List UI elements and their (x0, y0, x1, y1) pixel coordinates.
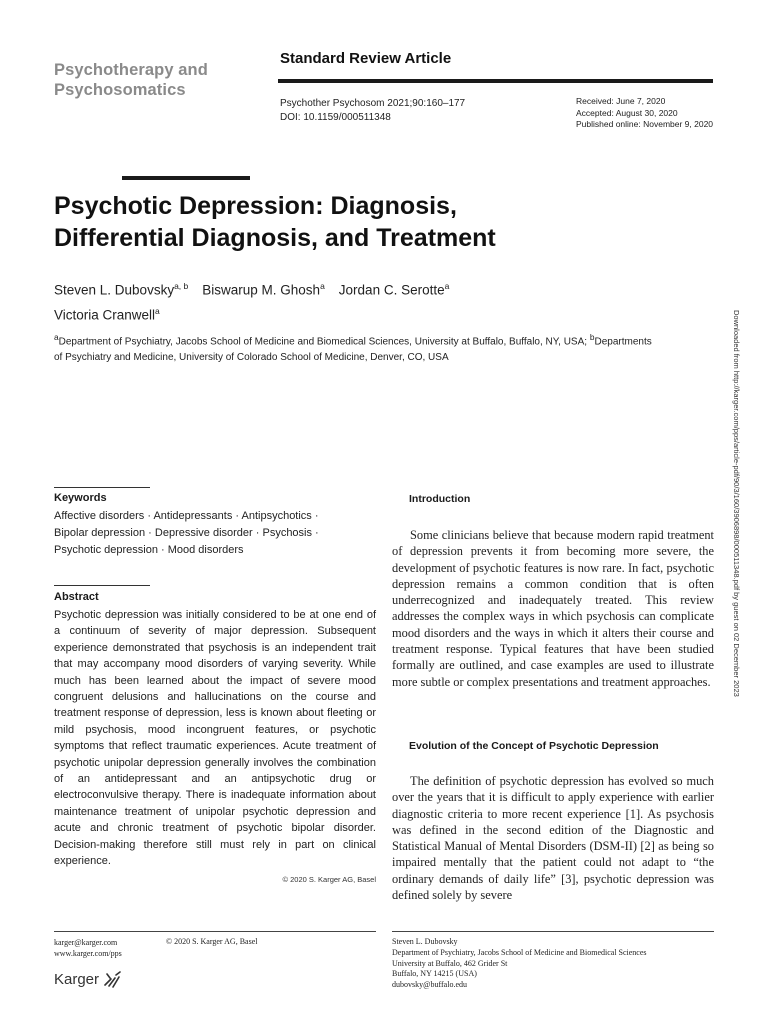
affil-mark-b: b (589, 332, 595, 342)
history-dates (576, 96, 713, 131)
journal-name (54, 60, 208, 100)
abstract-copyright: © 2020 S. Karger AG, Basel (282, 875, 376, 884)
author-name: Biswarup M. Ghosh (202, 282, 321, 298)
corr-dept: Department of Psychiatry, Jacobs School of Medicine and Biomedical Sciences (392, 947, 647, 957)
title-rule (122, 176, 250, 180)
evolution-heading: Evolution of the Concept of Psychotic Depression (409, 740, 659, 752)
introduction-text: Some clinicians believe that because modern rapid treatment of depression prevents it from becoming more severe, the development of psychotic features is now rare. In fact, psychotic depression remains a common condition that is often underrecognized and inadequately treated. This review addresses the complex ways in which psychosis can complicate mood disorders and the ways in which it alters their course and treatment response. Typical features that have been studied formally are outlined, and case examples are used to illustrate more subtle or complex presentations and treatment approaches. (392, 528, 714, 689)
affiliation-a: Department of Psychiatry, Jacobs School of Medicine and Biomedical Sciences, University at Buffalo, Buffalo, NY, USA; (58, 336, 588, 348)
publisher-logo (54, 970, 122, 988)
introduction-heading: Introduction (409, 493, 471, 505)
author-name: Jordan C. Serotte (338, 282, 445, 298)
affiliations (54, 330, 654, 365)
footer-rule-left (54, 931, 376, 932)
received-date: Received: June 7, 2020 (576, 96, 666, 106)
evolution-text: The definition of psychotic depression has evolved so much over the years that it is difficult to apply experience with earlier diagnostic criteria to more recent experience [1]. As psychosis was defined in the second edition of the Diagnostic and Statistical Manual of Mental Disorders (DSM-II) [2] as being so impaired mentally that the patient could not adapt to “the ordinary demands of daily life” [3], psychotic depression was defined solely by severe (392, 774, 714, 903)
footer-copyright: © 2020 S. Karger AG, Basel (166, 937, 258, 946)
article-type: Standard Review Article (280, 50, 452, 67)
publisher-contact (54, 937, 122, 959)
karger-logo-icon (102, 970, 122, 988)
author-list (54, 276, 714, 325)
article-title-line2: Differential Diagnosis, and Treatment (54, 224, 496, 252)
journal-name-line1: Psychotherapy and (54, 61, 208, 79)
author-affil-mark: a, b (174, 281, 189, 291)
citation-line1: Psychother Psychosom 2021;90:160–177 (280, 98, 466, 109)
abstract-rule (54, 585, 150, 586)
author-name: Steven L. Dubovsky (54, 282, 175, 298)
affiliation-b: Departments of Psychiatry and Medicine, University of Colorado School of Medicine, Denver, CO, USA (54, 336, 652, 363)
corr-name: Steven L. Dubovsky (392, 937, 458, 946)
keywords-text: Affective disorders · Antidepressants · Antipsychotics · Bipolar depression · Depressive disorder · Psychosis · Psychotic depression · Mood disorders (54, 510, 319, 556)
keywords-rule (54, 487, 150, 488)
corr-addr2: Buffalo, NY 14215 (USA) (392, 969, 477, 979)
download-note-text: Downloaded from http://karger.com/pps/article-pdf/90/3/160/3906898/000511348.pdf by guest on 02 December 2023 (732, 310, 741, 697)
journal-name-line2: Psychosomatics (54, 81, 186, 99)
citation (280, 97, 465, 125)
keywords-heading: Keywords (54, 492, 107, 504)
article-title-line1: Psychotic Depression: Diagnosis, (54, 192, 457, 220)
download-note (730, 310, 744, 750)
article-title (54, 190, 714, 254)
publisher-website[interactable]: www.karger.com/pps (54, 949, 122, 958)
citation-doi[interactable]: DOI: 10.1159/000511348 (280, 112, 391, 123)
abstract-heading: Abstract (54, 591, 99, 603)
author-name: Victoria Cranwell (54, 307, 156, 322)
accepted-date: Accepted: August 30, 2020 (576, 107, 678, 118)
affil-mark-a: a (54, 332, 59, 342)
author-affil-mark: a (155, 305, 160, 316)
correspondence-address (392, 937, 714, 991)
publisher-email[interactable]: karger@karger.com (54, 938, 118, 947)
corr-email[interactable]: dubovsky@buffalo.edu (392, 980, 467, 990)
header-rule (278, 79, 713, 83)
footer-rule-right (392, 931, 714, 932)
author-affil-mark: a (444, 281, 450, 291)
corr-addr1: University at Buffalo, 462 Grider St (392, 958, 508, 968)
published-date: Published online: November 9, 2020 (576, 119, 714, 129)
author-affil-mark: a (320, 281, 325, 291)
publisher-brand: Karger (54, 970, 100, 988)
abstract-text: Psychotic depression was initially considered to be at one end of a continuum of severity of major depression. Subsequent experience demonstrated that psychosis is an independent trait that may accompany mood disorders of varying severity. While much has been learned about the impact of severe mood congruent delusions and hallucinations on the course and treatment response of depression, less is known about fleeting or mild psychosis, mood incongruent features, or psychotic symptoms that reflect traumatic experiences. Acute treatment of psychotic unipolar depression generally involves the combination of an antidepressant and an antipsychotic drug or electroconvulsive therapy. There is inadequate information about maintenance treatment of unipolar psychotic depression and acute and chronic treatment of psychotic bipolar disorder. Decision-making therefore still must rely in part on clinical experience. (54, 609, 376, 868)
